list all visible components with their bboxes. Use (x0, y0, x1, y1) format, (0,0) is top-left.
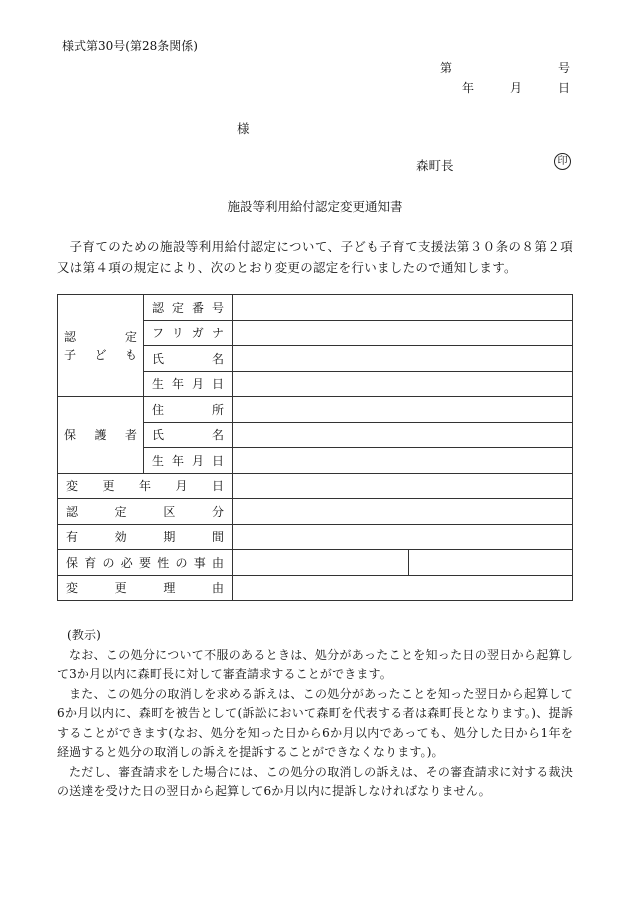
field-label: 認定区分 (58, 499, 233, 525)
field-label: 生年月日 (144, 448, 233, 474)
instruction-paragraph: また、この処分の取消しを求める訴えは、この処分があったことを知った翌日から起算して6か月以内に、森町を被告として(訴訟において森町を代表する者は森町長となります。)、提訴することができます(なお、処分を知った日から6か月以内であっても、処分した日から1年を経過すると処分の取消しの訴えを提訴することができなくなります。)。 (57, 686, 573, 759)
instruction-section (57, 626, 573, 802)
value-cell[interactable] (233, 550, 409, 576)
date-month: 月 (510, 81, 523, 95)
instruction-paragraph: なお、この処分について不服のあるときは、処分があったことを知った日の翌日から起算して3か月以内に森町長に対して審査請求することができます。 (57, 647, 573, 681)
value-cell[interactable] (233, 320, 573, 346)
value-cell[interactable] (233, 448, 573, 474)
guardian-group-label: 保護者 (58, 397, 144, 474)
form-number-label: 様式第30号(第28条関係) (62, 39, 198, 53)
table-row (58, 397, 573, 423)
field-label: 認定番号 (144, 295, 233, 321)
intro-paragraph: 子育てのための施設等利用給付認定について、子ども子育て支援法第３０条の８第２項又は第４項の規定により、次のとおり変更の認定を行いましたので通知します。 (57, 239, 573, 275)
value-cell[interactable] (233, 295, 573, 321)
date-day: 日 (557, 81, 570, 95)
table-row (58, 473, 573, 499)
document-title: 施設等利用給付認定変更通知書 (227, 199, 403, 214)
value-cell[interactable] (233, 422, 573, 448)
child-group-label (58, 295, 144, 397)
value-cell[interactable] (233, 473, 573, 499)
field-label: 氏名 (144, 422, 233, 448)
date-year: 年 (462, 81, 475, 95)
number-prefix: 第 (440, 61, 453, 75)
field-label: 住所 (144, 397, 233, 423)
table-row (58, 524, 573, 550)
value-cell[interactable] (233, 397, 573, 423)
table-row (58, 550, 573, 576)
value-cell[interactable] (409, 550, 573, 576)
table-row (58, 295, 573, 321)
instruction-paragraph: ただし、審査請求をした場合には、この処分の取消しの訴えは、その審査請求に対する裁決の送達を受けた日の翌日から起算して6か月以内に提訴しなければなりません。 (57, 764, 573, 798)
field-label: 氏名 (144, 346, 233, 372)
value-cell[interactable] (233, 346, 573, 372)
field-label: 変更年月日 (58, 473, 233, 499)
field-label: 有効期間 (58, 524, 233, 550)
issuer-name: 森町長 (416, 158, 454, 173)
instruction-heading: (教示) (67, 628, 101, 642)
value-cell[interactable] (233, 371, 573, 397)
child-group-label-line: 子ども (64, 347, 137, 362)
table-row (58, 499, 573, 525)
recipient-honorific: 様 (237, 121, 250, 136)
table-row (58, 575, 573, 601)
field-label: 保育の必要性の事由 (58, 550, 233, 576)
certification-table (57, 294, 573, 601)
number-suffix: 号 (557, 61, 570, 75)
field-label: 変更理由 (58, 575, 233, 601)
seal-stamp: 印 (554, 153, 571, 170)
field-label: フリガナ (144, 320, 233, 346)
value-cell[interactable] (233, 575, 573, 601)
value-cell[interactable] (233, 524, 573, 550)
child-group-label-line: 認 定 (64, 329, 137, 344)
field-label: 生年月日 (144, 371, 233, 397)
value-cell[interactable] (233, 499, 573, 525)
